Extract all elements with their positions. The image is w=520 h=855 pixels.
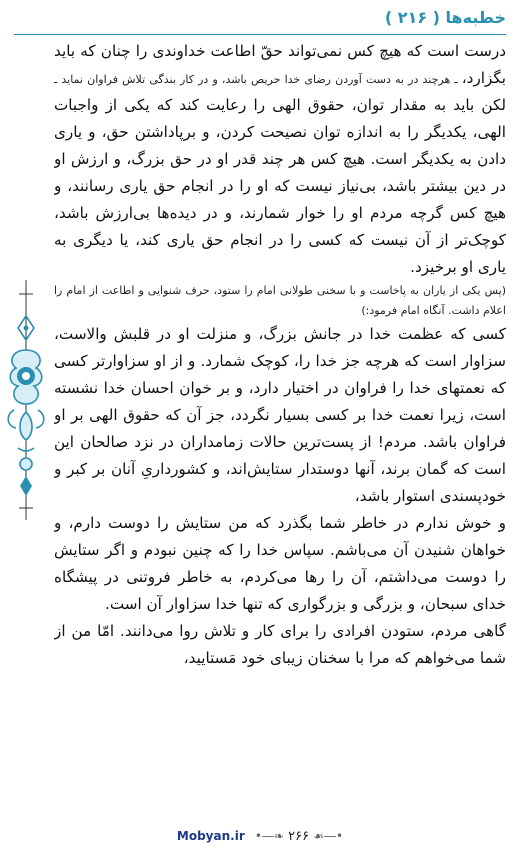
narrator-note: (پس یکی از یاران به پاخاست و با سخنی طولانی امام را ستود، حرف شنوایی و اطاعت از امام را اعلام داشت. آنگاه امام فرمود:) [54,284,506,317]
scroll-flourish-icon: ☙―• [313,829,344,843]
paragraph-5: گاهی مردم، ستودن افرادی را برای کار و تلاش روا می‌دانند. امّا من از شما می‌خواهم که مرا با سخنان زیبای خود مَستایید، [54,622,506,667]
site-name: Mobyan.ir [176,829,245,843]
header-divider [14,34,506,35]
page-footer [0,829,520,849]
page-header [14,4,506,32]
header-title: خطبه‌ها ( ۲۱۶ ) [384,8,506,27]
paragraph-1-start: درست است که هیچ کس نمی‌تواند حقّ اطاعت خداوندی را چنان که باید بگزارد، [54,42,506,87]
page-number: ۲۶۶ [288,829,310,844]
floral-arabesque-ornament-icon [4,280,48,520]
main-text [54,38,506,823]
paragraph-4: و خوش ندارم در خاطر شما بگذرد که من ستایش را دوست دارم، و خواهان شنیدن آن می‌باشم. سپاس خدا را که چنین نبودم و اگر ستایش را دوست می‌داشتم، آن را رها می‌کردم، به خاطر فروتنی در پیشگاه خدای سبحان، و بزرگی و بزرگواری که تنها خدا سزاوار آن است. [54,514,506,613]
paragraph-1-end: لکن باید به مقدار توان، حقوق الهی را رعایت کند که یکی از واجبات الهی، یکدیگر را به اندازه توان نصیحت کردن، و برپاداشتن حق، و یاری دادن به یکدیگر است. هیچ کس هر چند قدر او در حق بزرگ، و ارزش او در دین بیشتر باشد، بی‌نیاز نیست که او را در انجام حق یاری رسانند، و هیچ کس گرچه مردم او را خوار شمارند، و در دیده‌ها بی‌ارزش باشد، کوچک‌تر از آن نیست که کسی را در انجام حق یاری کند، یا دیگری به یاری او برخیزد. [54,96,506,276]
paragraph-1 [54,38,506,281]
paragraph-3: کسی که عظمت خدا در جانش بزرگ، و منزلت او در قلبش والاست، سزاوار است که هرچه جز خدا را، کوچک شمارد. و از او سزاوارتر کسی که نعمتهای خدا را فراوان در اختیار دارد، و بر خوان احسان خدا نشسته است، زیرا نعمت خدا بر کسی بسیار نگردد، جز آن که حقوق الهی بر او فراوان باشد. مردم! از پست‌ترین حالات زمامداران در نزد صالحان این است که گمان برند، آنها دوستدار ستایش‌اند، و کشورداریِ آنان بر کبر و خودپسندی استوار باشد، [54,325,506,505]
paragraph-1-aside: ـ هرچند در به دست آوردن رضای خدا حریص باشد، و در کار بندگی تلاش فراوان نماید ـ [54,73,462,86]
scroll-flourish-icon: •―❧ [254,829,285,843]
